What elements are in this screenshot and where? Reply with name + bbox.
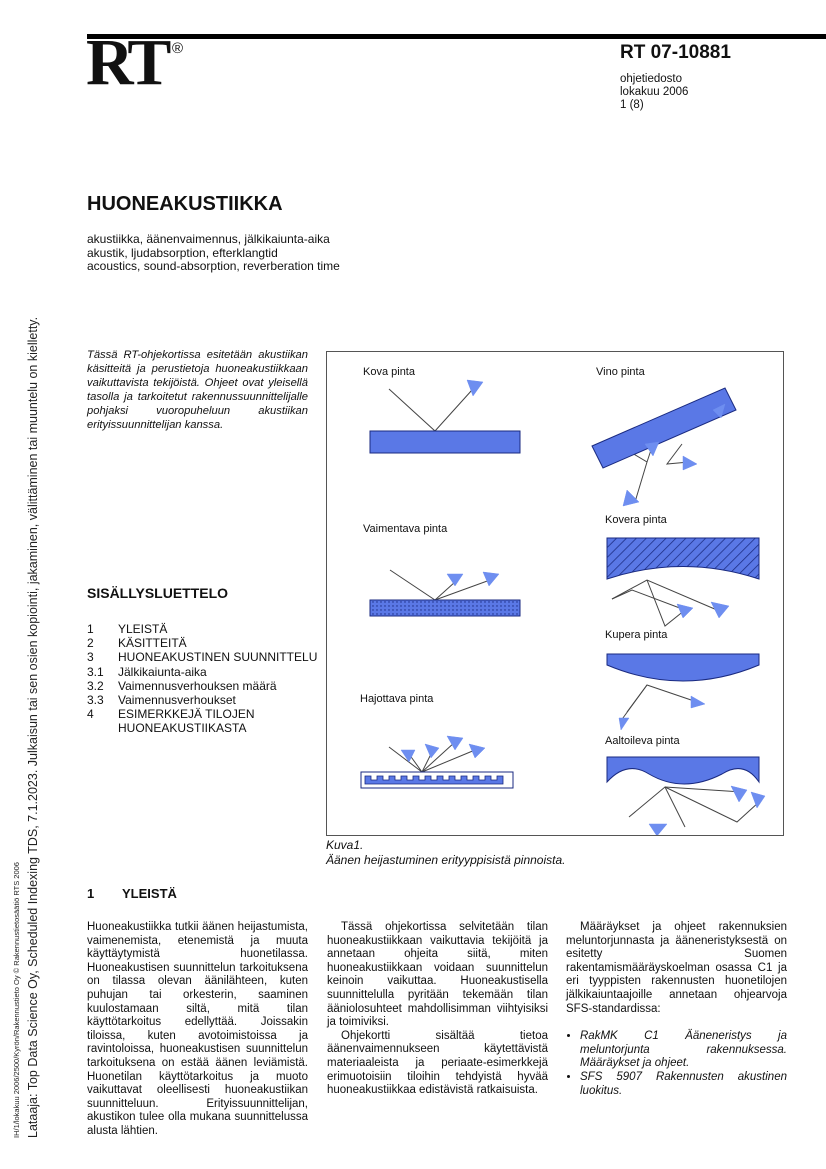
surface-inclined — [592, 388, 736, 468]
toc-num: 3 — [87, 650, 94, 665]
ray-hard — [389, 389, 472, 431]
toc-num: 3.1 — [87, 664, 104, 679]
keywords-fi: akustiikka, äänenvaimennus, jälkikaiunta-aika — [87, 232, 330, 246]
arrow-convex-2 — [691, 696, 705, 708]
surface-convex — [607, 654, 759, 681]
toc-item — [87, 707, 317, 721]
document-type: ohjetiedosto — [620, 73, 683, 85]
reference-item: • SFS 5907 Rakennusten akustinen luokitus. — [580, 1071, 787, 1098]
ray-absorbing — [390, 570, 455, 600]
arrow-wavy-2 — [731, 786, 747, 802]
arrow-absorbing-1 — [447, 574, 463, 586]
arrow-concave-1 — [677, 604, 693, 618]
toc-item — [87, 636, 317, 650]
rt-logo: RT — [86, 26, 168, 99]
document-meta — [620, 73, 688, 112]
arrow-diffusing-3 — [447, 736, 463, 750]
section-title: YLEISTÄ — [122, 886, 177, 901]
toc-label: ESIMERKKEJÄ TILOJEN — [118, 707, 255, 722]
section-heading — [87, 886, 177, 901]
ray-convex — [620, 685, 697, 722]
page-title: HUONEAKUSTIIKKA — [87, 193, 283, 215]
toc-item — [87, 665, 317, 679]
toc-item — [87, 622, 317, 636]
keywords-sv: akustik, ljudabsorption, efterklangtid — [87, 245, 278, 260]
arrow-wavy-3 — [751, 792, 765, 808]
keywords — [87, 233, 340, 274]
intro-text: Tässä RT-ohjekortissa esitetään akustiikan käsitteitä ja perustietoja huoneakustiikkaan vaikuttavista tekijöistä. Ohjeet ovat yleisellä tasolla ja tarkoitetut rakennussuunnittelijalle pohjaksi vuoropuheluun akustiikan erityissuunnittelijan kanssa. — [87, 349, 308, 431]
toc-num: 3.2 — [87, 678, 104, 693]
label-inclined-surface: Vino pinta — [596, 366, 645, 378]
keywords-en: acoustics, sound-absorption, reverberation time — [87, 259, 340, 273]
page-number: 1 (8) — [620, 99, 644, 111]
ray-wavy-2 — [665, 787, 742, 792]
surface-absorbing — [370, 600, 520, 616]
ray-convex-2 — [627, 685, 647, 712]
header-rule — [87, 34, 826, 39]
toc-num: 4 — [87, 707, 94, 722]
reference-list — [566, 1030, 787, 1098]
arrow-convex-1 — [619, 718, 629, 730]
body-paragraph: Määräykset ja ohjeet rakennuksien meluntorjunnasta ja ääneneristyksestä on esitetty Suomen rakentamismääräyskoelman osassa C1 ja eri tyyppisten rakennusten huonetilojen jälkikaiuntaajoille annetaan ohjearvoja SFS-standardissa: — [566, 921, 787, 1015]
label-diffusing-surface: Hajottava pinta — [360, 693, 434, 705]
reference-item: • RakMK C1 Ääneneristys ja meluntorjunta rakennuksessa. Määräykset ja ohjeet. — [580, 1030, 787, 1071]
label-hard-surface: Kova pinta — [363, 366, 415, 378]
ray-absorbing-2 — [435, 580, 490, 600]
body-paragraph: Ohjekortti sisältää tietoa äänenvaimennukseen käytettävistä materiaaleista ja periaate-esimerkkejä erimuotoisiin tiloihin tehdyistä hyvää huoneakustiikkaa edistävistä ratkaisuista. — [327, 1029, 548, 1097]
arrow-wavy-1 — [649, 824, 667, 835]
surface-hard — [370, 431, 520, 453]
toc-label: HUONEAKUSTIIKASTA — [118, 721, 247, 736]
table-of-contents — [87, 622, 317, 736]
download-notice: Lataaja: Top Data Science Oy, Scheduled Indexing TDS, 7.1.2023. Julkaisun tai sen osien kopiointi, jakaminen, välittäminen tai muuntelu on kielletty. — [26, 316, 40, 1138]
section-number: 1 — [87, 886, 95, 901]
toc-item — [87, 721, 317, 735]
toc-label: Jälkikaiunta-aika — [118, 664, 207, 679]
arrow-inclined-3 — [683, 456, 697, 470]
body-column-2 — [327, 921, 548, 1098]
toc-label: HUONEAKUSTINEN SUUNNITTELU — [118, 650, 318, 665]
toc-label: Vaimennusverhoukset — [118, 693, 236, 708]
arrow-absorbing-2 — [483, 572, 499, 586]
toc-label: YLEISTÄ — [118, 622, 168, 636]
print-info: IH/1/lokakuu 2006/2500/Kyrön/Rakennustieto Oy © Rakennustietosäätiö RTS 2006 — [12, 862, 21, 1138]
label-wavy-surface: Aaltoileva pinta — [605, 735, 680, 747]
label-absorbing-surface: Vaimentava pinta — [363, 523, 448, 535]
document-number: RT 07-10881 — [620, 42, 731, 63]
toc-num: 3.3 — [87, 693, 104, 708]
toc-num — [87, 721, 118, 735]
body-paragraph: Tässä ohjekortissa selvitetään tilan huoneakustiikkaan vaikuttavia tekijöitä ja annetaan ohjeita siitä, miten huoneakustiikkaan voidaan suunnittelun keinoin vaikuttaa. Huoneakustisella suunnittelulla pyritään tekemään tilan ääniolosuhteet mahdollisimman viihtyisiksi ja toimiviksi. — [327, 921, 548, 1029]
body-column-3 — [566, 921, 787, 1098]
toc-heading: SISÄLLYSLUETTELO — [87, 585, 229, 601]
reflection-diagrams — [327, 352, 783, 835]
toc-label: KÄSITTEITÄ — [118, 636, 187, 651]
toc-item — [87, 693, 317, 707]
toc-item — [87, 679, 317, 693]
label-concave-surface: Kovera pinta — [605, 514, 667, 526]
surface-wavy — [607, 757, 759, 784]
toc-item — [87, 650, 317, 664]
arrow-concave-2 — [711, 602, 729, 618]
body-paragraph: Huoneakustiikka tutkii äänen heijastumista, vaimenemista, etenemistä ja muuta käyttäytymistä huonetilassa. Huoneakustisen suunnittelun tarkoituksena on tilassa olevan äänilähteen, kuten puhujan tai orkesterin, saaminen kuulostamaan siltä, mitä tilan käyttötarkoitus edellyttää. Joissakin tiloissa, kuten avotoimistoissa ja ravintoloissa, huoneakustisen suunnittelun tarkoituksena on estää äänen leviämistä. Huonetilan käyttötarkoitus ja muoto vaikuttavat oleellisesti huoneakustiikan suunnitteluun. Erityissuunnittelijan, akustikon tulee olla mukana suunnittelussa alusta lähtien. — [87, 921, 308, 1137]
toc-num: 2 — [87, 636, 94, 651]
arrow-diffusing-2 — [425, 744, 439, 758]
reflection-figure — [326, 351, 784, 836]
ray-concave-2 — [612, 580, 717, 610]
document-date: lokakuu 2006 — [620, 86, 689, 98]
caption-text: Äänen heijastuminen erityyppisistä pinnoista. — [326, 853, 566, 867]
surface-concave — [607, 538, 759, 579]
body-column-1 — [87, 921, 308, 1139]
figure-caption — [326, 838, 565, 868]
label-convex-surface: Kupera pinta — [605, 629, 668, 641]
toc-label: Vaimennusverhouksen määrä — [118, 678, 277, 693]
caption-label: Kuva1. — [326, 838, 364, 852]
toc-num: 1 — [87, 622, 94, 636]
registered-mark: ® — [172, 40, 184, 57]
